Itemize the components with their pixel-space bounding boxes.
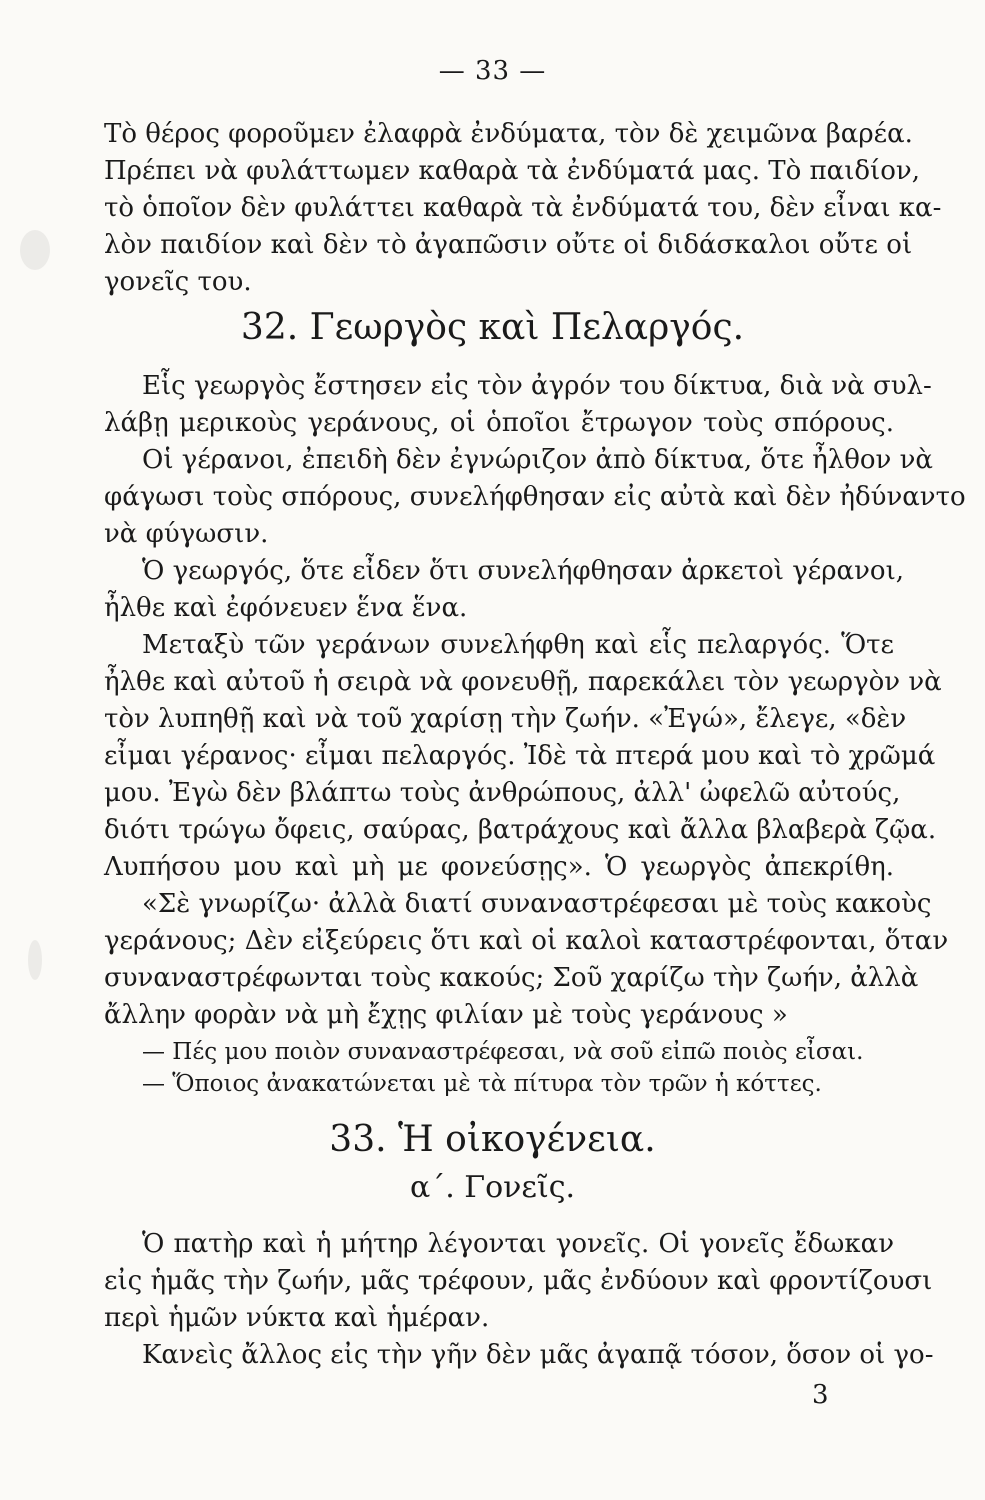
section-heading: 32. Γεωργὸς καὶ Πελαργός. <box>240 307 745 348</box>
text-line: εἰς ἡμᾶς τὴν ζωήν, μᾶς τρέφουν, μᾶς ἐνδύουν καὶ φροντίζουσι <box>104 1266 933 1296</box>
text-line: συναναστρέφωνται τοὺς κακούς; Σοῦ χαρίζω τὴν ζωήν, ἀλλὰ <box>104 963 919 993</box>
text-line: ἦλθε καὶ αὐτοῦ ἡ σειρὰ νὰ φονευθῇ, παρεκάλει τὸν γεωργὸν νὰ <box>104 667 942 697</box>
text-line: μου. Ἐγὼ δὲν βλάπτω τοὺς ἀνθρώπους, ἀλλ' ὠφελῶ αὐτούς, <box>104 778 901 808</box>
text-line: νὰ φύγωσιν. <box>104 519 269 549</box>
page-smudge <box>28 940 42 980</box>
text-line: ἦλθε καὶ ἐφόνευεν ἕνα ἕνα. <box>104 593 468 623</box>
page-number: — 33 — <box>438 56 547 86</box>
signature-mark: 3 <box>812 1380 829 1410</box>
text-line: ἄλλην φορὰν νὰ μὴ ἔχῃς φιλίαν μὲ τοὺς γεράνους » <box>104 1000 788 1030</box>
text-line: λάβῃ μερικοὺς γεράνους, οἱ ὁποῖοι ἔτρωγον τοὺς σπόρους. <box>104 408 894 438</box>
page-smudge <box>20 230 50 270</box>
text-line: Μεταξὺ τῶν γεράνων συνελήφθη καὶ εἷς πελαργός. Ὅτε <box>142 630 894 660</box>
proverb-line: — Ὅποιος ἀνακατώνεται μὲ τὰ πίτυρα τὸν τρῶν ἡ κόττες. <box>142 1071 822 1097</box>
text-line: Ὁ πατὴρ καὶ ἡ μήτηρ λέγονται γονεῖς. Οἱ γονεῖς ἔδωκαν <box>142 1229 894 1259</box>
text-line: φάγωσι τοὺς σπόρους, συνελήφθησαν εἰς αὐτὰ καὶ δὲν ἠδύναντο <box>104 482 966 512</box>
text-line: Εἷς γεωργὸς ἔστησεν εἰς τὸν ἀγρόν του δίκτυα, διὰ νὰ συλ- <box>142 371 932 401</box>
text-line: Λυπήσου μου καὶ μὴ με φονεύσῃς». Ὁ γεωργὸς ἀπεκρίθη. <box>104 852 894 882</box>
text-line: εἶμαι γέρανος· εἶμαι πελαργός. Ἰδὲ τὰ πτερά μου καὶ τὸ χρῶμά <box>104 741 936 771</box>
proverb-line: — Πές μου ποιὸν συναναστρέφεσαι, νὰ σοῦ εἰπῶ ποιὸς εἶσαι. <box>142 1039 864 1065</box>
text-line: τὸ ὁποῖον δὲν φυλάττει καθαρὰ τὰ ἐνδύματά του, δὲν εἶναι κα- <box>104 193 942 223</box>
text-line: Οἱ γέρανοι, ἐπειδὴ δὲν ἐγνώριζον ἀπὸ δίκτυα, ὅτε ἦλθον νὰ <box>142 445 933 475</box>
text-line: διότι τρώγω ὄφεις, σαύρας, βατράχους καὶ ἄλλα βλαβερὰ ζῷα. <box>104 815 937 845</box>
text-line: Ὁ γεωργός, ὅτε εἶδεν ὅτι συνελήφθησαν ἀρκετοὶ γέρανοι, <box>142 556 905 586</box>
section-subheading: α΄. Γονεῖς. <box>409 1170 576 1205</box>
text-line: τὸν λυπηθῇ καὶ νὰ τοῦ χαρίσῃ τὴν ζωήν. «Ἐγώ», ἔλεγε, «δὲν <box>104 704 907 734</box>
section-heading: 33. Ἡ οἰκογένεια. <box>329 1119 656 1160</box>
text-line: γονεῖς του. <box>104 267 252 297</box>
text-line: περὶ ἡμῶν νύκτα καὶ ἡμέραν. <box>104 1303 490 1333</box>
text-line: «Σὲ γνωρίζω· ἀλλὰ διατί συναναστρέφεσαι μὲ τοὺς κακοὺς <box>142 889 932 919</box>
text-line: Πρέπει νὰ φυλάττωμεν καθαρὰ τὰ ἐνδύματά μας. Τὸ παιδίον, <box>104 156 920 186</box>
text-line: λὸν παιδίον καὶ δὲν τὸ ἀγαπῶσιν οὔτε οἱ διδάσκαλοι οὔτε οἱ <box>104 230 913 260</box>
text-line: γεράνους; Δὲν εἰξεύρεις ὅτι καὶ οἱ καλοὶ καταστρέφονται, ὅταν <box>104 926 949 956</box>
text-line: Τὸ θέρος φοροῦμεν ἐλαφρὰ ἐνδύματα, τὸν δὲ χειμῶνα βαρέα. <box>104 119 913 149</box>
text-line: Κανεὶς ἄλλος εἰς τὴν γῆν δὲν μᾶς ἀγαπᾷ τόσον, ὅσον οἱ γο- <box>142 1340 934 1370</box>
